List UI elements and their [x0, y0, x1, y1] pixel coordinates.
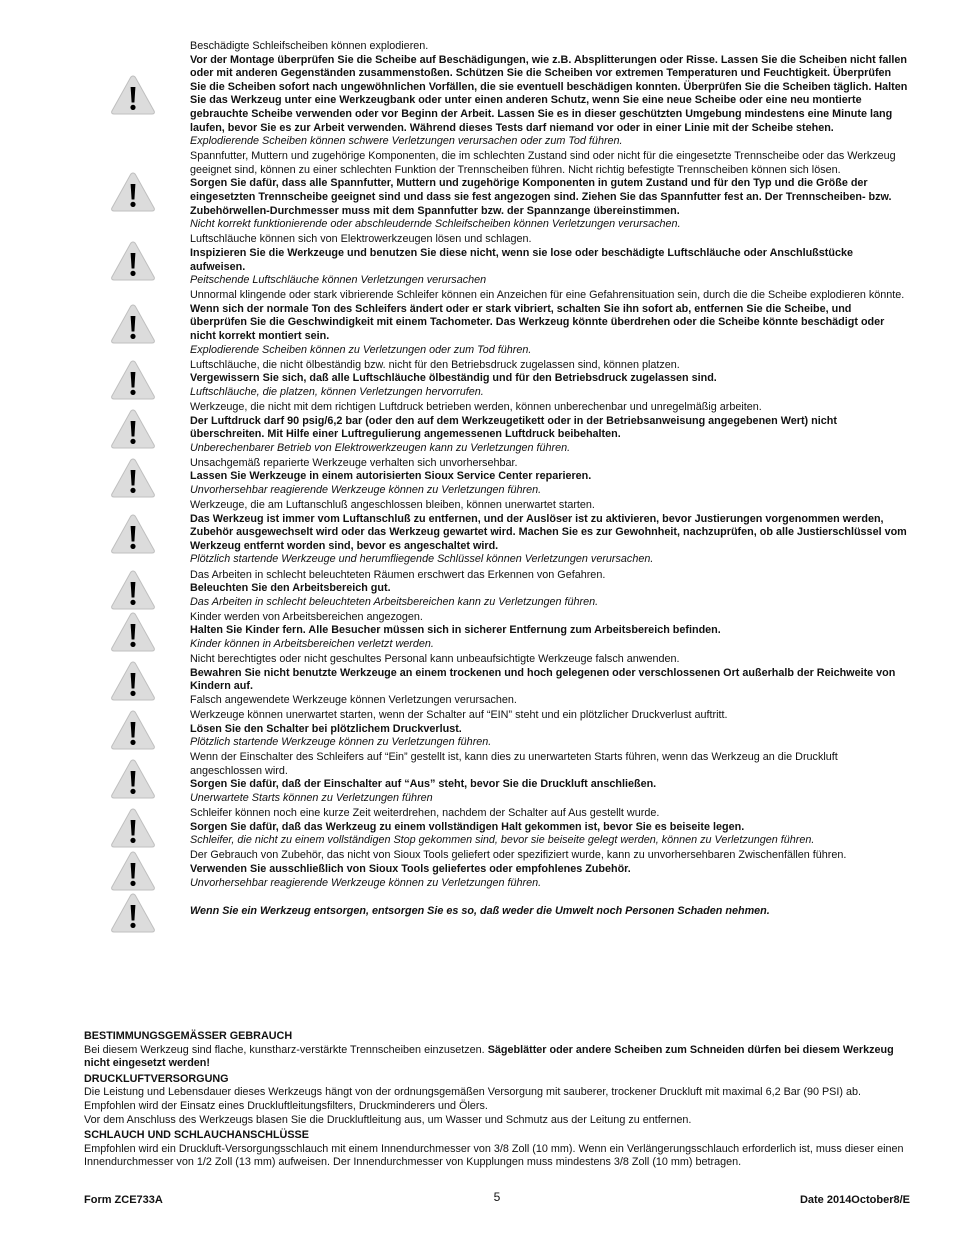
- warning-text: [190, 233, 910, 289]
- warning-triangle-icon: [110, 807, 190, 849]
- safety-instruction: Sorgen Sie dafür, dass alle Spannfutter, Muttern und zugehörige Komponenten in gutem Zustand und für den Typ und die Größe der eingesetzten Trennscheibe geeignet sind und dass sie fest angezogen sind. Ziehen Sie das Spannfutter fest an. Der Trennscheiben- bzw. Zubehörwellen-Durchmesser muss mit dem Spannfutter bzw. der Spannzange übereinstimmen.: [190, 177, 892, 217]
- warning-triangle-icon: [110, 457, 190, 499]
- consequence-note: Unvorhersehbar reagierende Werkzeuge können zu Verletzungen führen.: [190, 876, 542, 889]
- warning-text: [190, 751, 910, 807]
- warning-text: [190, 289, 910, 358]
- safety-instruction: Sorgen Sie dafür, daß der Einschalter auf “Aus” steht, bevor Sie die Druckluft anschließen.: [190, 778, 657, 791]
- warning-block: [110, 457, 910, 499]
- hazard-description: Das Arbeiten in schlecht beleuchteten Räumen erschwert das Erkennen von Gefahren.: [190, 568, 606, 581]
- warning-block: [110, 611, 910, 653]
- warning-text: [190, 150, 910, 233]
- warning-text: [190, 905, 910, 920]
- warning-triangle-icon: [110, 660, 190, 702]
- consequence-note: Kinder können in Arbeitsbereichen verletzt werden.: [190, 638, 434, 651]
- safety-warnings-list: [110, 40, 910, 934]
- section-heading: BESTIMMUNGSGEMÄSSER GEBRAUCH: [84, 1030, 293, 1042]
- warning-block: [110, 653, 910, 709]
- consequence-note: Luftschläuche, die platzen, können Verletzungen hervorrufen.: [190, 385, 484, 398]
- warning-block: [110, 359, 910, 401]
- warning-block: [110, 709, 910, 751]
- warning-triangle-icon: [110, 171, 190, 213]
- warning-text: [190, 709, 910, 751]
- warning-text: [190, 569, 910, 611]
- warning-triangle-icon: [110, 359, 190, 401]
- warning-block: [110, 233, 910, 289]
- paragraph-text: Empfohlen wird ein Druckluft-Versorgungsschlauch mit einem Innendurchmesser von 3/8 Zoll (10 mm). Wenn ein Verlängerungsschlauch erforderlich ist, muss dieser einen Innendurchmesser von 1/2 Zoll (13 mm) aufweisen. Der Innendurchmesser von Kupplungen muss mindestens 3/8 Zoll (10 mm) betragen.: [84, 1142, 904, 1169]
- hazard-description: Spannfutter, Muttern und zugehörige Komponenten, die im schlechten Zustand sind oder nicht für die eingesetzte Trennscheibe oder das Werkzeug geeignet sind, können zu einer schlechten Funktion der Trennscheiben führen. Nicht richtig befestigte Trennscheiben können sich lösen.: [190, 150, 896, 176]
- warning-triangle-icon: [110, 709, 190, 751]
- hazard-description: Werkzeuge können unerwartet starten, wenn der Schalter auf “EIN” steht und ein plötzlicher Druckverlust auftritt.: [190, 709, 728, 721]
- hazard-description: Kinder werden von Arbeitsbereichen angezogen.: [190, 610, 423, 623]
- warning-block: [110, 401, 910, 457]
- consequence-note: Unvorhersehbar reagierende Werkzeuge können zu Verletzungen führen.: [190, 484, 542, 496]
- consequence-note: Das Arbeiten in schlecht beleuchteten Arbeitsbereichen kann zu Verletzungen führen.: [190, 595, 599, 608]
- warning-text: [190, 401, 910, 457]
- consequence-note: Unberechenbarer Betrieb von Elektrowerkzeugen kann zu Verletzungen führen.: [190, 441, 571, 454]
- warning-triangle-icon: [110, 758, 190, 800]
- warning-block: [110, 289, 910, 358]
- hazard-description: Werkzeuge, die am Luftanschluß angeschlossen bleiben, können unerwartet starten.: [190, 499, 595, 512]
- hazard-description: Werkzeuge, die nicht mit dem richtigen Luftdruck betrieben werden, können unberechenbar und unregelmäßig arbeiten.: [190, 400, 762, 413]
- consequence-note: Unerwartete Starts können zu Verletzungen führen: [190, 792, 433, 805]
- warning-text: [190, 849, 910, 891]
- hazard-description: Luftschläuche, die nicht ölbeständig bzw. nicht für den Betriebsdruck zugelassen sind, können platzen.: [190, 358, 680, 371]
- consequence-note: Plötzlich startende Werkzeuge und herumfliegende Schlüssel können Verletzungen verursachen.: [190, 553, 654, 566]
- warning-text: [190, 499, 910, 568]
- page-footer: [84, 1190, 910, 1208]
- safety-instruction: Wenn sich der normale Ton des Schleifers ändert oder er stark vibriert, schalten Sie ihn sofort ab, entfernen Sie die Scheibe, und überprüfen Sie die Geschwindigkeit mit einem Tachometer. Das Werkzeug könnte überdrehen oder die Scheibe könnte beschädigt oder nicht korrekt montiert sein.: [190, 302, 885, 342]
- section-heading: DRUCKLUFTVERSORGUNG: [84, 1072, 229, 1085]
- safety-instruction: Vergewissern Sie sich, daß alle Luftschläuche ölbeständig und für den Betriebsdruck zugelassen sind.: [190, 372, 717, 385]
- safety-instruction: Der Luftdruck darf 90 psig/6,2 bar (oder den auf dem Werkzeugetikett oder in der Betriebsanweisung angegebenen Wert) nicht überschreiten. Mit Hilfe einer Luftregulierung angemessenen Luftdruck beibehalten.: [190, 414, 837, 441]
- warning-triangle-icon: [110, 74, 190, 116]
- safety-instruction: Bewahren Sie nicht benutzte Werkzeuge an einem trockenen und hoch gelegenen oder verschlossenen Ort außerhalb der Reichweite von Kindern auf.: [190, 666, 896, 693]
- safety-instruction: Halten Sie Kinder fern. Alle Besucher müssen sich in sicherer Entfernung zum Arbeitsbereich befinden.: [190, 624, 721, 637]
- warning-text: [190, 653, 910, 709]
- safety-instruction: Inspizieren Sie die Werkzeuge und benutzen Sie diese nicht, wenn sie lose oder beschädigte Luftschläuche oder Anschlußstücke aufweisen.: [190, 246, 853, 273]
- warning-triangle-icon: [110, 569, 190, 611]
- safety-instruction: Lassen Sie Werkzeuge in einem autorisierten Sioux Service Center reparieren.: [190, 470, 592, 483]
- warning-text: [190, 457, 910, 499]
- paragraph-text: Die Leistung und Lebensdauer dieses Werkzeugs hängt von der ordnungsgemäßen Versorgung mit sauberer, trockener Druckluft mit maximal 6,2 Bar (90 PSI) ab. Empfohlen wird der Einsatz eines Druckluftleitungsfilters, Druckminderers und Ölers.: [84, 1086, 861, 1112]
- section-paragraph: [84, 1143, 910, 1170]
- section-paragraph: [84, 1044, 910, 1071]
- paragraph-text: Bei diesem Werkzeug sind flache, kunstharz-verstärkte Trennscheiben einzusetzen.: [84, 1043, 488, 1056]
- warning-triangle-icon: [110, 303, 190, 345]
- hazard-description: Falsch angewendete Werkzeuge können Verletzungen verursachen.: [190, 693, 517, 706]
- hazard-description: Nicht berechtigtes oder nicht geschultes Personal kann unbeaufsichtigte Werkzeuge falsch anwenden.: [190, 653, 680, 666]
- hazard-description: Beschädigte Schleifscheiben können explodieren.: [190, 40, 429, 52]
- safety-instruction: Vor der Montage überprüfen Sie die Scheibe auf Beschädigungen, wie z.B. Absplitterungen oder Risse. Lassen Sie die Scheiben nicht fallen oder mit anderen Gegenständen zusammenstoßen. Schützen Sie die Scheiben vor extremen Temperaturen und Feuchtigkeit. Überprüfen Sie die Scheiben sofort nach ungewöhnlichen Vorfällen, die sie eventuell beschädigen konnten. Überprüfen Sie die Scheiben täglich. Halten Sie das Werkzeug unter eine Werkzeugbank oder unter einen anderen Schutz, wenn Sie eine neue Scheibe oder eine neu montierte gebrauchte Scheibe verwenden oder vor Beginn der Arbeit. Lassen Sie es in dieser geschützten Umgebung mindestens eine Minute lang laufen, bevor Sie es zur Arbeit verwenden. Während dieses Tests darf niemand vor oder in einer Linie mit der Scheibe stehen.: [190, 53, 908, 134]
- warning-triangle-icon: [110, 892, 190, 934]
- safety-instruction: Sorgen Sie dafür, daß das Werkzeug zu einem vollständigen Halt gekommen ist, bevor Sie es beiseite legen.: [190, 820, 745, 833]
- consequence-note: Nicht korrekt funktionierende oder abschleudernde Schleifscheiben können Verletzungen verursachen.: [190, 218, 681, 231]
- hazard-description: Wenn der Einschalter des Schleifers auf “Ein” gestellt ist, kann dies zu unerwarteten Starts führen, wenn das Werkzeug an die Druckluft angeschlossen wird.: [190, 751, 838, 777]
- paragraph-text: Vor dem Anschluss des Werkzeugs blasen Sie die Druckluftleitung aus, um Wasser und Schmutz aus der Leitung zu entfernen.: [84, 1113, 692, 1126]
- warning-triangle-icon: [110, 408, 190, 450]
- hazard-description: Schleifer können noch eine kurze Zeit weiterdrehen, nachdem der Schalter auf Aus gestellt wurde.: [190, 807, 660, 820]
- warning-block: [110, 569, 910, 611]
- warning-block: [110, 849, 910, 891]
- form-number: Form ZCE733A: [84, 1194, 163, 1206]
- section-heading: SCHLAUCH UND SCHLAUCHANSCHLÜSSE: [84, 1129, 309, 1142]
- warning-block: [110, 40, 910, 150]
- consequence-note: Explodierende Scheiben können schwere Verletzungen verursachen oder zum Tod führen.: [190, 135, 623, 148]
- warning-triangle-icon: [110, 240, 190, 282]
- consequence-note: Schleifer, die nicht zu einem vollständigen Stop gekommen sind, bevor sie beiseite gelegt werden, können zu Verletzungen führen.: [190, 834, 815, 847]
- warning-triangle-icon: [110, 850, 190, 892]
- warning-block: [110, 807, 910, 849]
- section-paragraph: [84, 1114, 910, 1128]
- warning-text: [190, 359, 910, 401]
- warning-text: [190, 611, 910, 653]
- safety-instruction: Beleuchten Sie den Arbeitsbereich gut.: [190, 582, 391, 595]
- warning-block: [110, 892, 910, 934]
- warning-block: [110, 150, 910, 233]
- hazard-description: Luftschläuche können sich von Elektrowerkzeugen lösen und schlagen.: [190, 233, 532, 246]
- safety-instruction: Das Werkzeug ist immer vom Luftanschluß zu entfernen, und der Auslöser ist zu aktivieren, bevor Justierungen vorgenommen werden, Zubehör ausgewechselt wird oder das Werkzeug gewartet wird. Machen Sie es zur Gewohnheit, nachzuprüfen, ob alle Justierschlüssel vom Werkzeug entfernt worden sind, bevor es angeschaltet wird.: [190, 512, 907, 552]
- safety-instruction: Verwenden Sie ausschließlich von Sioux Tools geliefertes oder empfohlenes Zubehör.: [190, 863, 631, 876]
- document-date: Date 2014October8/E: [799, 1194, 910, 1206]
- warning-text: [190, 807, 910, 849]
- hazard-description: Unsachgemäß reparierte Werkzeuge verhalten sich unvorhersehbar.: [190, 456, 518, 469]
- paragraph-bold-text: Sägeblätter oder andere Scheiben zum Schneiden dürfen bei diesem Werkzeug nicht eingesetzt werden!: [84, 1043, 894, 1070]
- warning-triangle-icon: [110, 513, 190, 555]
- hazard-description: Der Gebrauch von Zubehör, das nicht von Sioux Tools geliefert oder spezifiziert wurde, kann zu unvorhersehbaren Zwischenfällen führen.: [190, 849, 847, 862]
- safety-instruction: Lösen Sie den Schalter bei plötzlichem Druckverlust.: [190, 722, 462, 735]
- warning-text: [190, 40, 910, 150]
- consequence-note: Plötzlich startende Werkzeuge können zu Verletzungen führen.: [190, 736, 492, 749]
- disposal-instruction: Wenn Sie ein Werkzeug entsorgen, entsorgen Sie es so, daß weder die Umwelt noch Personen Schaden nehmen.: [190, 905, 770, 918]
- hazard-description: Unnormal klingende oder stark vibrierende Schleifer können ein Anzeichen für eine Gefahrensituation sein, durch die die Scheibe explodieren könnte.: [190, 289, 905, 302]
- warning-block: [110, 499, 910, 568]
- section-paragraph: [84, 1086, 910, 1113]
- page-number: 5: [493, 1190, 501, 1204]
- consequence-note: Explodierende Scheiben können zu Verletzungen oder zum Tod führen.: [190, 343, 532, 356]
- warning-block: [110, 751, 910, 807]
- usage-sections: [84, 1028, 910, 1170]
- warning-triangle-icon: [110, 611, 190, 653]
- consequence-note: Peitschende Luftschläuche können Verletzungen verursachen: [190, 274, 487, 287]
